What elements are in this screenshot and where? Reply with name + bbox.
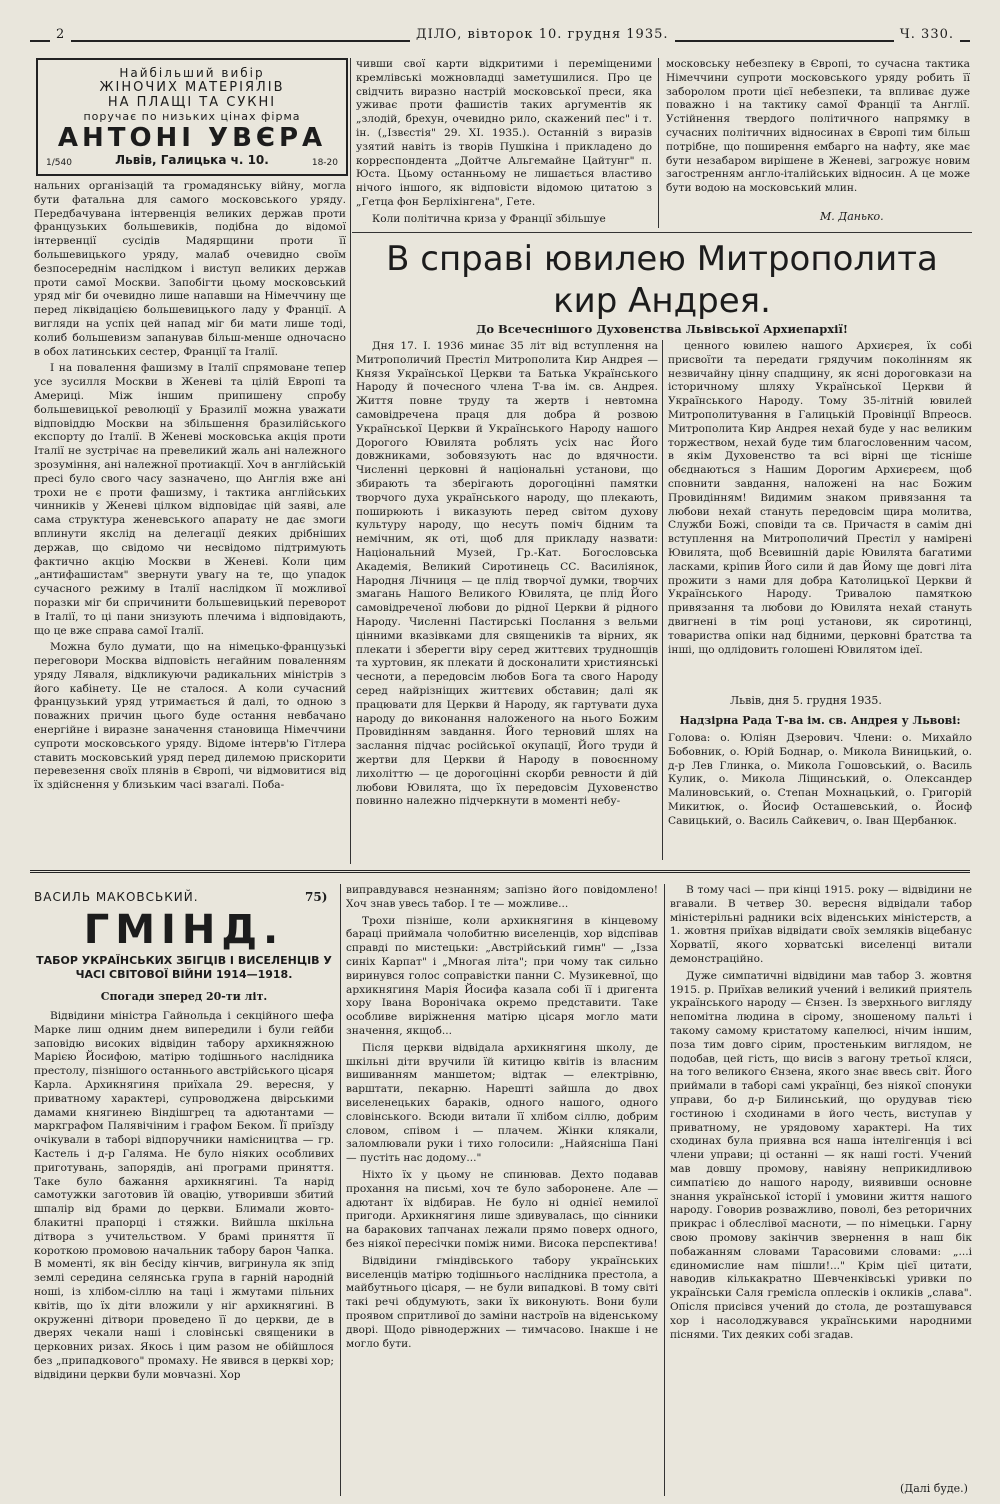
date-line: Львів, дня 5. грудня 1935. xyxy=(730,694,882,707)
ad-line: Найбільший вибір xyxy=(119,66,265,80)
column-divider xyxy=(658,58,659,228)
paragraph: І на повалення фашизму в Італії спрямоване тепер усе зусилля Москви в Женеві та цілій Европі та Америці. Між іншим припишену спробу большевицької революції у Бразилії можна уважати відповіддю Москви на збільшення бразилійського експорту до Італії. В Женеві московська акція проти Італії не зустрічає на превеликий жаль ані належного зрозуміння, ані належної протиакції. Хоч в англійській пресі було свого часу зазначено, що Англія вже ані трохи не є проти фашизму, і тактика англійських чинників у Женеві цілком відповідає цій заяві, але сама структура женевського апарату не дає змоги вплинути якслід на делегації деяких дрібніших держав, що свідомо чи несвідомо підтримують фактично акцію Москви в Женеві. Коли цим „антифашистам" звернути увагу на те, що упадок сучасного режиму в Італії наслідком її можливої поразки міг би спричинити большевицький переворот в Італії, то ці пани знизують плечима і відповідають, що це вже справа самої Італії. xyxy=(34,362,346,637)
article-column-2 xyxy=(356,58,652,228)
advertisement-box xyxy=(36,58,348,176)
board-title: Надзірна Рада Т-ва ім. св. Андрея у Львові: xyxy=(679,714,961,727)
page-number: 2 xyxy=(50,27,71,42)
paragraph: чивши свої карти відкритими і переміщеними кремлівські можновладці заметушилися. Про це свідчить виразно настрій московської преси, яка уживає проти фашистів таких аргументів як „злодій, брехун, очевидно рило, скажений пес" і т. ін. („Ізвєстія" 29. XI. 1935.). Останній з виразів узятий навіть із творів Пушкіна і прикладено до корреспондента „Дойтче Альгемайне Цайтунг" п. Юста. Цьому останньому не лишається властиво нічого іншого, як відповісти відомою цитатою з „Гетца фон Берліхінгена", Гете. xyxy=(356,58,652,208)
article-column-1 xyxy=(34,180,346,860)
paragraph: Відвідини гміндівського табору українських виселенців матірю тодішнього наслідника престола, а майбутнього цісаря, — не були випадкові. В тому світі такі речі обдумують, заки їх виконують. Вони були проявом спритливої до заміни настроїв на віденському дворі. Щодо рівнодержних — тимчасово. Інакше і не могло бути. xyxy=(346,1254,658,1350)
headline-subtitle: До Всечеснішого Духовенства Львівської Архиепархії! xyxy=(476,322,848,336)
story-column-b xyxy=(346,884,658,1496)
ad-line: поручає по низьких цінах фірма xyxy=(83,110,301,123)
jubilee-column-a xyxy=(356,340,658,860)
ad-brand: АНТОНІ УВЄРА xyxy=(57,123,327,153)
story-subtitle: ТАБОР УКРАЇНСЬКИХ ЗБІГЦІВ І ВИСЕЛЕНЦІВ У ЧАСІ СВІТОВОЇ ВІЙНИ 1914—1918. xyxy=(36,954,332,981)
masthead-title: ДІЛО, вівторок 10. грудня 1935. xyxy=(410,27,675,42)
paragraph: нальних організацій та громадянську війну, могла бути фатальна для самого московського уряду. Передбачувана інтервенція великих держав проти французьких большевиків, подібна до відомої інтервенції сусідів Мадярщини проти її большевицького уряду, малаб очевидно своїм безпосереднім наслідком і виступ великих держав проти самої Москви. Запобігти цьому московський уряд міг би очевидно лише напавши на Німеччину ще перед ліквідацією большевицького ладу у Франції. А вигляди на успіх цей напад міг би мати лише тоді, колиб большевизм запанував більш-менше одночасно в обох латинських сестер, Франції та Італії. xyxy=(34,180,346,358)
ad-line: ЖІНОЧИХ МАТЕРІЯЛІВ xyxy=(99,80,285,95)
issue-number: Ч. 330. xyxy=(894,27,960,42)
paragraph: Дуже симпатичні відвідини мав табор 3. жовтня 1915. р. Приїхав великий учений і великий приятель українського народу — Єнзен. Із зверхнього вигляду непомітна людина в сірому, зношеному пальті і такому самому кристатому капелюсі, нічим іншим, поза тим довго сірим, простеньким виглядом, не подобав, цей гість, що висів з вагону третьої кляси, на того великого Єнзена, якого знає ввесь світ. Його приймали в таборі самі українці, без ніякої спонуки управи, бо д-р Билинський, що орудував тією гостиною і сходинами в його честь, виступав у приватному, не урядовому характері. На тих сходинах була приявна вся наша інтелігенція і всі члени управи; ці останні — як наші гості. Учений мав довшу промову, навіяну неприкидливою симпатією до нашого народу, виявивши основне знання української історії і умовини життя нашого народу. Говорив розважливо, поволі, без реторичних прикрас і облеслівої масноти, — по німецьки. Гарну свою промову закінчив звернення в наш бік побажанням словами Тарасовими словами: „...і єдиномислие нам пішли!..." Крім цієї цитати, наводив кількакратно Шевченківські уривки по українськи Саля гремісла оплесків і окликів „слава". Опісля присівся учений до стола, де розташувався хор і насолоджувався українськими народними піснями. Тих деяких собі згадав. xyxy=(670,969,972,1341)
story-installment: 75) xyxy=(305,890,328,904)
headline-line: В справі ювилею Митрополита xyxy=(386,239,938,279)
ad-line: НА ПЛАЩІ ТА СУКНІ xyxy=(107,95,277,110)
story-author: ВАСИЛЬ МАКОВСЬКИЙ. xyxy=(34,890,199,904)
continued-note: (Далі буде.) xyxy=(900,1482,968,1495)
paragraph: виправдувався незнанням; запізно його повідомлено! Хоч знав увесь табор. І те — можливе... xyxy=(346,884,658,910)
headline xyxy=(352,238,972,322)
paragraph: Можна було думати, що на німецько-французькі переговори Москва відповість негайним поваленням уряду Ляваля, відкликуючи радикальних міністрів з його кабінету. Це не сталося. А коли сучасний французький уряд утримається й далі, то одною з поважних причин цього буде остання невбачано енергійне і виразне заначення становища Німеччини супроти московського уряду. Відоме інтерв'ю Гітлера ставить московський уряд перед дилемою прискорити перевезення своїх плянів в Європі, чи відмовитися від їх здійснення у близьким часі взагалі. Поба- xyxy=(34,641,346,792)
paragraph: ценного ювилею нашого Архиєрея, їх собі присвоїти та передати грядучим поколінням як незвичайну цінну спадщину, як ясні дороговкази на історичному шляху Української Церкви й Українського Народу. Тому 35-літній ювилей Митрополитування в Галицькій Провінції Впреосв. Митрополита Кир Андрея нехай буде у нас великим торжеством, нехай буде тим благословенним часом, в якім Духовенство та всі вірні ще тісніше обєднаються з Нашим Дорогим Архиєреєм, щоб сповнити завдання, наложені на нас Божим Провидінням! Видимим знаком привязання та любови нехай стануть передовсім щира молитва, Служби Божі, сповіди та св. Причастя в самім дні вступлення на Митрополичий Престіл у намірені Ювилята, щоб Всевишній даріє Ювилята багатими ласками, кріпив Його сили й дав Йому ще довгі літа прожити з нами для добра Католицької Церкви й Українського Народу. Тривалою памяткою привязання та любови до Ювилята нехай стануть двигнені в тім році установи, як сиротинці, товариства опіки над бідними, церковні братства та інші, що одлідовить голошені Ювилятом ідеї. xyxy=(668,340,972,656)
article-column-3 xyxy=(666,58,970,208)
ad-code: 18-20 xyxy=(311,158,338,168)
section-divider xyxy=(352,232,972,233)
paragraph: В тому часі — при кінці 1915. року — відвідини не вгавали. В четвер 30. вересня відвідали табор міністерільні радники всіх віденських міністерств, а 1. жовтня приїхав відвідати своїх земляків віцебанус Хорватії, якого хорватські виселенці витали демонстраційно. xyxy=(670,884,972,965)
ad-address: Львів, Галицька ч. 10. xyxy=(115,153,269,167)
paragraph: Коли політична криза у Франції збільшуе xyxy=(372,212,606,225)
story-column-c xyxy=(670,884,972,1478)
column-divider xyxy=(662,340,663,860)
story-title: ГМІНД. xyxy=(83,907,285,953)
masthead xyxy=(30,24,970,50)
paragraph: Ніхто їх у цьому не спинював. Дехто подавав прохання на письмі, хоч те було заборонене. Але — адютант їх відбирав. Не було ні однієї немилої пригоди. Архикнягиня лише здивувалась, що сінники на баракових тапчанах лежали прямо поверх одного, без ніякої пересічки поміж ними. Висока перспектива! xyxy=(346,1168,658,1250)
board-members xyxy=(668,732,972,860)
section-divider xyxy=(30,870,970,873)
column-divider xyxy=(664,884,665,1496)
paragraph: Голова: о. Юліян Дзерович. Члени: о. Михайло Бобовник, о. Юрій Боднар, о. Микола Виницький, о. д-р Лев Глинка, о. Микола Гошовський, о. Василь Кулик, о. Микола Ліщинський, о. Олександер Малиновський, о. Степан Мохнацький, о. Григорій Микитюк, о. Йосиф Осташевський, о. Йосиф Савицький, о. Василь Сайкевич, о. Іван Щербанюк. xyxy=(668,732,972,827)
column-divider xyxy=(350,58,351,864)
column-divider xyxy=(340,884,341,1496)
ad-code: 1/540 xyxy=(46,158,72,168)
author-signature: М. Данько. xyxy=(820,210,884,223)
paragraph: Після церкви відвідала архикнягиня школу, де шкільні діти вручили їй китицю квітів із власним вишиванням маншетом; відтак — електрівню, варштати, пекарню. Нарешті зайшла до двох виселенецьких бараків, одного нашого, одного словінського. Всюди витали її хлібом сіллю, добрим словом, співом і — плачем. Жінки клякали, заломлювали руки і тихо голосили: „Найясніша Пані — пустіть нас додому..." xyxy=(346,1041,658,1165)
paragraph: московську небезпеку в Європі, то сучасна тактика Німеччини супроти московського уряду робить її заборолом проти цієї небезпеки, та впливає дуже поважно і на тактику самої Франції та Англії. Устійнення твердого політичного напрямку в сучасних політичних відносинах в Європі тим більш потрібне, що поширення ембарго на нафту, яке має бути незабаром вирішене в Женеві, загрожує новим загостренням англо-італійських відносин. А це може бути водою на московський млин. xyxy=(666,58,970,195)
story-column-a xyxy=(34,1010,334,1494)
paragraph: Трохи пізніше, коли архикнягиня в кінцевому бараці приймала чолобитню виселенців, хор відспівав справді по мистецьки: „Австрійський гимн" — „Ізза синіх Карпат" і „Многая літа"; при чому так сильно виринувся голос соправістки панни С. Музикевної, що архикнягиня Марія Йосифа казала собі її і дригента хору Івана Воронічака окремо представити. Таке особливе виріжнення матірю цісаря могло мати значення, якщоб... xyxy=(346,914,658,1037)
paragraph: Дня 17. І. 1936 минає 35 літ від вступлення на Митрополичий Престіл Митрополита Кир Андрея — Князя Української Церкви та Батька Українського Народу й почесного члена Т-ва ім. св. Андрея. Життя повне труду та жертв і невтомна самовідречена праця для добра й розвою Української Церкви й Українського Народу нашого Дорогого Ювилята роблять усіх нас Його довжниками, зобовязують нас до вдячности. Численні церковні й національні установи, що збирають та зберігають дорогоцінні памятки творчого духа українського народу, що плекають, поширюють і виказують перед світом духову культуру народу, що несуть поміч бідним та немічним, як оті, щоб для прикладу назвати: Національний Музей, Гр.-Кат. Богословська Академія, Великий Сиротинець СС. Василіянок, Народня Лічниця — це плід творчої думки, творчих змагань Нашого Великого Ювилята, це плід Його самовідреченої любови до рідної Церкви й рідного Народу. Численні Пастирські Послання з вельми цінними вказівками для священиків та вірних, як плекати і зберегти віру серед життєвих трудношців та хуртовин, як плекати й досконалити християнські чесноти, а передовсім любов Бога та свого Народу серед найрізніщих життєвих обставин; далі як працювати для Церкви й Народу, як гартувати духа народу до виконання наложеного на нього Божим Провидінням завдання. Його терновий шлях на заслання підчас російської окупації, Його труди й жертви для Церкви й Народу в повоєнному лихоліттю — це дорогоцінні скорби ревности й дій любови Ювилята, що їх передовсім Духовенство повинно належно підчеркнути в моменті небу- xyxy=(356,340,658,808)
headline-line: кир Андрея. xyxy=(553,281,771,321)
story-subtitle-2: Спогади зперед 20-ти літ. xyxy=(100,990,268,1003)
paragraph: Відвідини міністра Гайнольда і секційного шефа Марке лиш одним днем випередили і були гейби заповідю високих відвідин табору архикняжною Марією Йосифою, матірю тодішнього наслідника престолу, пізнішого останнього австрійського цісаря Карла. Архикнягиня приїхала 29. вересня, у приватному характері, супроводжена двірськими дамами княгинею Віндішгрец та адютантами — маркграфом Палявічіним і графом Беком. Її приїзду очікували в таборі відпоручники намісництва — гр. Кастель і д-р Галяма. Не було ніяких особливих приготувань, запорядів, ані програми приняття. Таке було бажання архикнягині. Та нарід самотужки заготовив їй овацію, утворивши збитий шпалір від брами до церкви. Блимали жовто-блакитні прапорці і стяжки. Вийшла шкільна дітвора з учительством. У брамі приняття її короткою промовою начальник табору барон Чапка. В моменті, як він бесіду кінчив, вигринула як зпід землі середина селянська група в гарній народній ноші, із хлібом-сіллю на таці і жмутами пільних квітів, що їх діти вложили у ніг архикнягині. В окруженні дітвори проведено її до церкви, де в дверях чекали наші і словінські священики в церковних ризах. Якось і цим разом не обійшлося без „припадкового" промаху. Не явився в церкві хор; відвідини церкви були мовчазні. Хор xyxy=(34,1010,334,1381)
jubilee-column-b xyxy=(668,340,972,680)
